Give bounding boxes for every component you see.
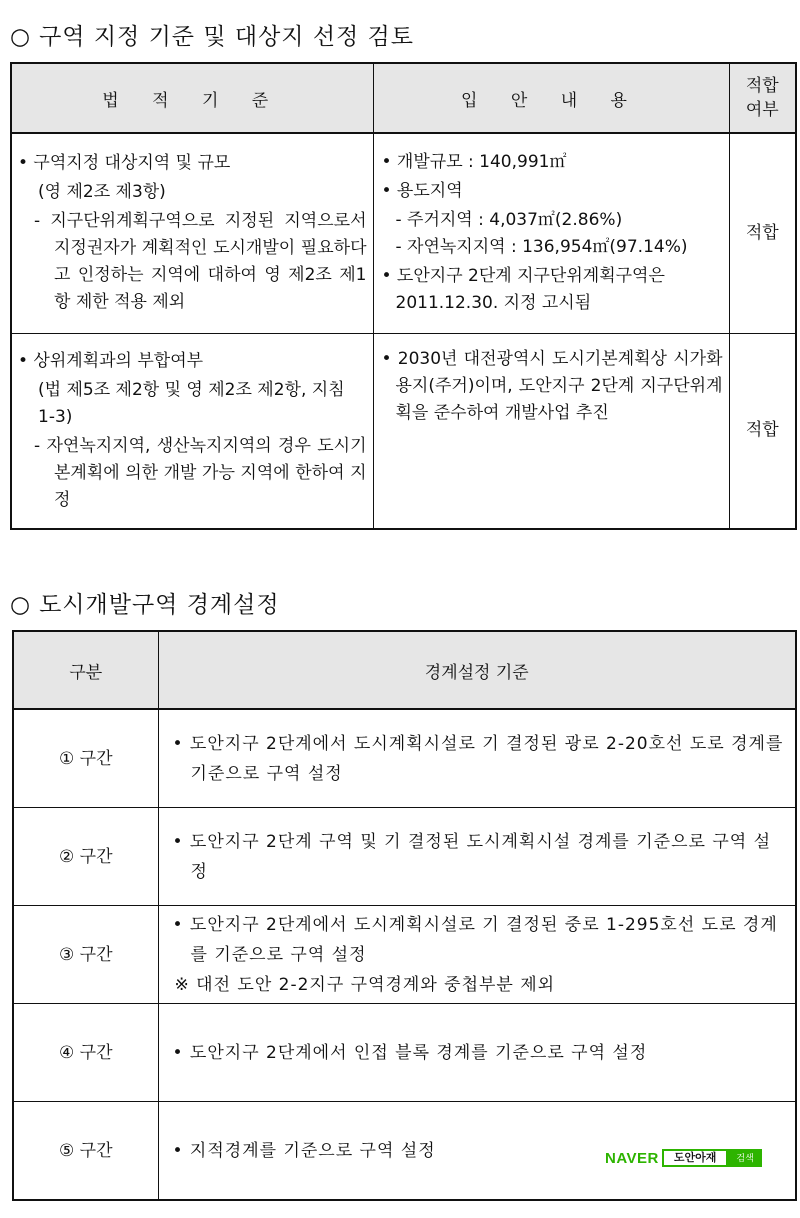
boundary-cell: • 지적경계를 기준으로 구역 설정 [172,1140,436,1161]
boundary-cell: • 도안지구 2단계 구역 및 기 결정된 도시계획시설 경계를 기준으로 구역 설정 [158,808,796,906]
criteria-cell: • 구역지정 대상지역 및 규모 (영 제2조 제3항) - 지구단위계획구역으로 지정된 지역으로서 지정권자가 계획적인 도시개발이 필요하다고 인정하는 지역에 대하여 영 제2조 제1항 제한 적용 제외 [11,133,373,333]
section1-title [10,18,414,51]
result-cell: 적합 [729,133,796,333]
section-cell: ⑤ 구간 [13,1102,158,1201]
table-row [13,808,796,906]
result-cell: 적합 [745,420,779,441]
note-text: ※ 대전 도안 2-2지구 구역경계와 중첩부분 제외 [174,974,556,995]
circle-bullet-icon: ○ [10,24,32,50]
section-cell: ③ 구간 [13,906,158,1004]
header-plan-content: 입 안 내 용 [373,63,729,133]
criteria-table-header [11,63,796,133]
section-cell: ② 구간 [13,808,158,906]
section-cell: ④ 구간 [13,1004,158,1102]
content-cell: • 개발규모 : 140,991㎡ • 용도지역 - 주거지역 : 4,037㎡(2.86%) - 자연녹지지역 : 136,954㎡(97.14%) • 도안지구 2단계 지구단위계획구역은 2011.12.30. 지정 고시됨 [373,133,729,333]
table-row [11,333,796,529]
section2-title-text: 도시개발구역 경계설정 [39,592,280,618]
boundary-table [12,630,797,1201]
boundary-table-header [13,631,796,709]
header-suitability: 적합 여부 [729,63,796,133]
circle-bullet-icon: ○ [10,592,32,618]
section-cell: ① 구간 [13,709,158,808]
boundary-cell: • 도안지구 2단계에서 도시계획시설로 기 결정된 중로 1-295호선 도로 경계를 기준으로 구역 설정 ※ 대전 도안 2-2지구 구역경계와 중첩부분 제외 [158,906,796,1004]
header-section: 구분 [13,631,158,709]
boundary-cell: • 도안지구 2단계에서 인접 블록 경계를 기준으로 구역 설정 [158,1004,796,1102]
header-legal-criteria: 법 적 기 준 [11,63,373,133]
boundary-cell: • 도안지구 2단계에서 도시계획시설로 기 결정된 광로 2-20호선 도로 경계를 기준으로 구역 설정 [158,709,796,808]
watermark-search: 검색 [728,1149,761,1167]
section2-title [10,586,280,619]
section1-title-text: 구역 지정 기준 및 대상지 선정 검토 [39,24,414,50]
table-row [11,133,796,333]
naver-watermark [605,1148,762,1168]
criteria-table [10,62,797,530]
table-row [13,1004,796,1102]
content-cell: • 2030년 대전광역시 도시기본계획상 시가화용지(주거)이며, 도안지구 2단계 지구단위계획을 준수하여 개발사업 추진 [373,333,729,529]
table-row [13,709,796,808]
header-boundary-criteria: 경계설정 기준 [158,631,796,709]
watermark-query: 도안아재 [662,1149,729,1167]
criteria-cell: • 상위계획과의 부합여부 (법 제5조 제2항 및 영 제2조 제2항, 지침 1-3) - 자연녹지지역, 생산녹지지역의 경우 도시기본계획에 의한 개발 가능 지역에 한하여 지정 [11,333,373,529]
naver-logo: NAVER [605,1149,659,1167]
table-row [13,906,796,1004]
